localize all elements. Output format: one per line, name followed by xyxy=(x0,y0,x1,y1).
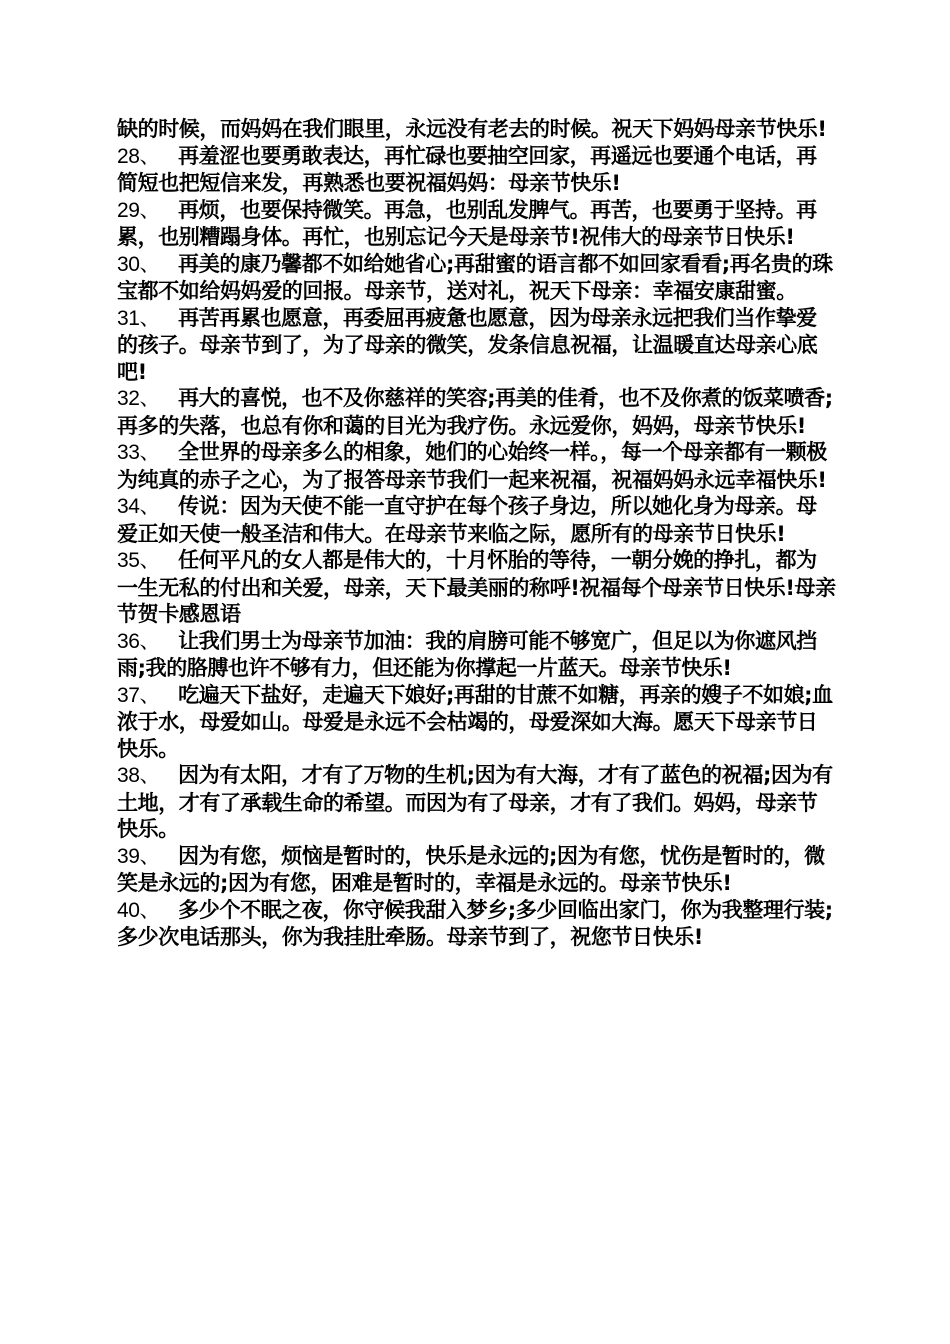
item-text: 因为有太阳，才有了万物的生机;因为有大海，才有了蓝色的祝福;因为有土地，才有了承载生命的希望。而因为有了母亲，才有了我们。妈妈，母亲节快乐。 xyxy=(117,763,833,841)
item-text: 再美的康乃馨都不如给她省心;再甜蜜的语言都不如回家看看;再名贵的珠宝都不如给妈妈爱的回报。母亲节，送对礼，祝天下母亲：幸福安康甜蜜。 xyxy=(117,251,833,303)
item-number: 38、 xyxy=(117,764,161,787)
list-item xyxy=(117,762,837,843)
item-number: 39、 xyxy=(117,844,161,868)
item-number: 31、 xyxy=(117,306,161,330)
item-number: 37、 xyxy=(117,683,161,707)
item-text: 全世界的母亲多么的相象，她们的心始终一样。，每一个母亲都有一颗极为纯真的赤子之心，为了报答母亲节我们一起来祝福，祝福妈妈永远幸福快乐! xyxy=(117,440,827,492)
item-text: 再苦再累也愿意，再委屈再疲惫也愿意，因为母亲永远把我们当作挚爱的孩子。母亲节到了，为了母亲的微笑，发条信息祝福，让温暖直达母亲心底吧! xyxy=(117,305,818,384)
item-number: 35、 xyxy=(117,549,161,572)
item-number: 30、 xyxy=(117,252,161,276)
item-number: 36、 xyxy=(117,629,161,653)
list-item xyxy=(117,493,837,547)
lead-paragraph: 缺的时候，而妈妈在我们眼里，永远没有老去的时候。祝天下妈妈母亲节快乐! xyxy=(117,117,827,141)
item-number: 34、 xyxy=(117,495,161,518)
list-item xyxy=(117,843,837,897)
item-text: 吃遍天下盐好，走遍天下娘好;再甜的甘蔗不如糖，再亲的嫂子不如娘;血浓于水，母爱如山。母爱是永远不会枯竭的，母爱深如大海。愿天下母亲节日快乐。 xyxy=(117,682,833,761)
list-item xyxy=(117,628,837,682)
greeting-list xyxy=(117,143,837,951)
list-item xyxy=(117,682,837,763)
item-text: 多少个不眠之夜，你守候我甜入梦乡;多少回临出家门，你为我整理行装;多少次电话那头，你为我挂肚牵肠。母亲节到了，祝您节日快乐! xyxy=(117,897,833,949)
item-text: 任何平凡的女人都是伟大的，十月怀胎的等待，一朝分娩的挣扎，都为一生无私的付出和关爱，母亲，天下最美丽的称呼!祝福每个母亲节日快乐!母亲节贺卡感恩语 xyxy=(117,548,836,626)
document-page xyxy=(117,116,837,951)
list-item xyxy=(117,197,837,251)
item-number: 33、 xyxy=(117,441,161,464)
list-item xyxy=(117,439,837,493)
list-item xyxy=(117,251,837,305)
item-text: 因为有您，烦恼是暂时的，快乐是永远的;因为有您，忧伤是暂时的，微笑是永远的;因为有您，困难是暂时的，幸福是永远的。母亲节快乐! xyxy=(117,843,825,895)
item-text: 传说：因为天使不能一直守护在每个孩子身边，所以她化身为母亲。母爱正如天使一般圣洁和伟大。在母亲节来临之际，愿所有的母亲节日快乐! xyxy=(117,494,817,546)
item-number: 32、 xyxy=(117,387,161,410)
item-number: 40、 xyxy=(117,898,161,922)
item-number: 29、 xyxy=(117,198,161,222)
item-number: 28、 xyxy=(117,144,161,168)
list-item xyxy=(117,897,837,951)
list-item xyxy=(117,305,837,386)
item-text: 再羞涩也要勇敢表达，再忙碌也要抽空回家，再遥远也要通个电话，再简短也把短信来发，再熟悉也要祝福妈妈：母亲节快乐! xyxy=(117,143,817,195)
item-text: 再烦，也要保持微笑。再急，也别乱发脾气。再苦，也要勇于坚持。再累，也别糟蹋身体。再忙，也别忘记今天是母亲节!祝伟大的母亲节日快乐! xyxy=(117,197,817,249)
list-item xyxy=(117,547,837,628)
list-item xyxy=(117,385,837,439)
item-text: 让我们男士为母亲节加油：我的肩膀可能不够宽广，但足以为你遮风挡雨;我的胳膊也许不够有力，但还能为你撑起一片蓝天。母亲节快乐! xyxy=(117,628,817,680)
list-item xyxy=(117,143,837,197)
item-text: 再大的喜悦，也不及你慈祥的笑容;再美的佳肴，也不及你煮的饭菜喷香;再多的失落，也总有你和蔼的目光为我疗伤。永远爱你，妈妈，母亲节快乐! xyxy=(117,386,833,438)
